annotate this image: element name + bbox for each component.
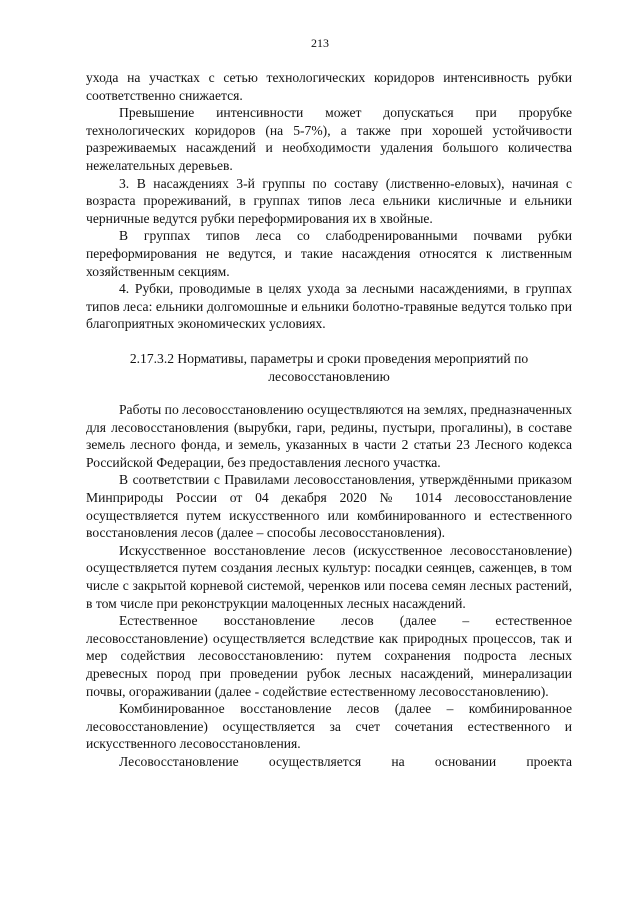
paragraph: Лесовосстановление осуществляется на основании проекта	[119, 753, 572, 769]
paragraph: Превышение интенсивности может допускаться при прорубке технологических коридоров (на 5-7%), а также при хорошей устойчивости разреживаемых насаждений и необходимости удаления большого количества нежелательных деревьев.	[86, 105, 572, 173]
paragraph: В группах типов леса со слабодренированными почвами рубки переформирования не ведутся, и такие насаждения относятся к лиственным хозяйственным секциям.	[86, 228, 572, 279]
paragraph: 3. В насаждениях 3-й группы по составу (лиственно-еловых), начиная с возраста прореживаний, в группах типов леса ельники кисличные и ельники черничные ведутся рубки переформирования их в хвойные.	[86, 175, 572, 226]
section-heading-line: 2.17.3.2 Нормативы, параметры и сроки проведения мероприятий по	[129, 350, 529, 366]
paragraph: ухода на участках с сетью технологических коридоров интенсивность рубки соответственно снижается.	[86, 70, 572, 103]
section-heading-line: лесовосстановлению	[268, 368, 390, 384]
paragraph: Естественное восстановление лесов (далее – естественное лесовосстановление) осуществляется вследствие как природных процессов, так и мер содействия лесовосстановлению: путем сохранения подроста лесных древесных пород при проведении рубок лесных насаждений, минерализации почвы, огораживании (далее - содействие естественному лесовосстановлению).	[86, 613, 572, 699]
section-heading	[86, 350, 572, 385]
paragraph: Искусственное восстановление лесов (искусственное лесовосстановление) осуществляется путем создания лесных культур: посадки сеянцев, саженцев, в том числе с закрытой корневой системой, черенков или посева семян лесных растений, в том числе при реконструкции малоценных лесных насаждений.	[86, 542, 572, 611]
paragraph: В соответствии с Правилами лесовосстановления, утверждёнными приказом Минприроды России от 04 декабря 2020 № 1014 лесовосстановление осуществляется путем искусственного или комбинированного и естественного восстановления лесов (далее – способы лесовосстановления).	[86, 472, 572, 541]
paragraph: Работы по лесовосстановлению осуществляются на землях, предназначенных для лесовосстановления (вырубки, гари, редины, пустыри, прогалины), в составе земель лесного фонда, и земель, указанных в части 2 статьи 23 Лесного кодекса Российской Федерации, без предоставления лесного участка.	[86, 402, 572, 470]
paragraph: 4. Рубки, проводимые в целях ухода за лесными насаждениями, в группах типов леса: ельники долгомошные и ельники болотно-травяные ведутся только при благоприятных экономических условиях.	[86, 281, 572, 332]
document-body	[86, 69, 572, 771]
page-number: 213	[311, 36, 329, 50]
paragraph: Комбинированное восстановление лесов (далее – комбинированное лесовосстановление) осуществляется за счет сочетания естественного и искусственного лесовосстановления.	[86, 701, 572, 752]
